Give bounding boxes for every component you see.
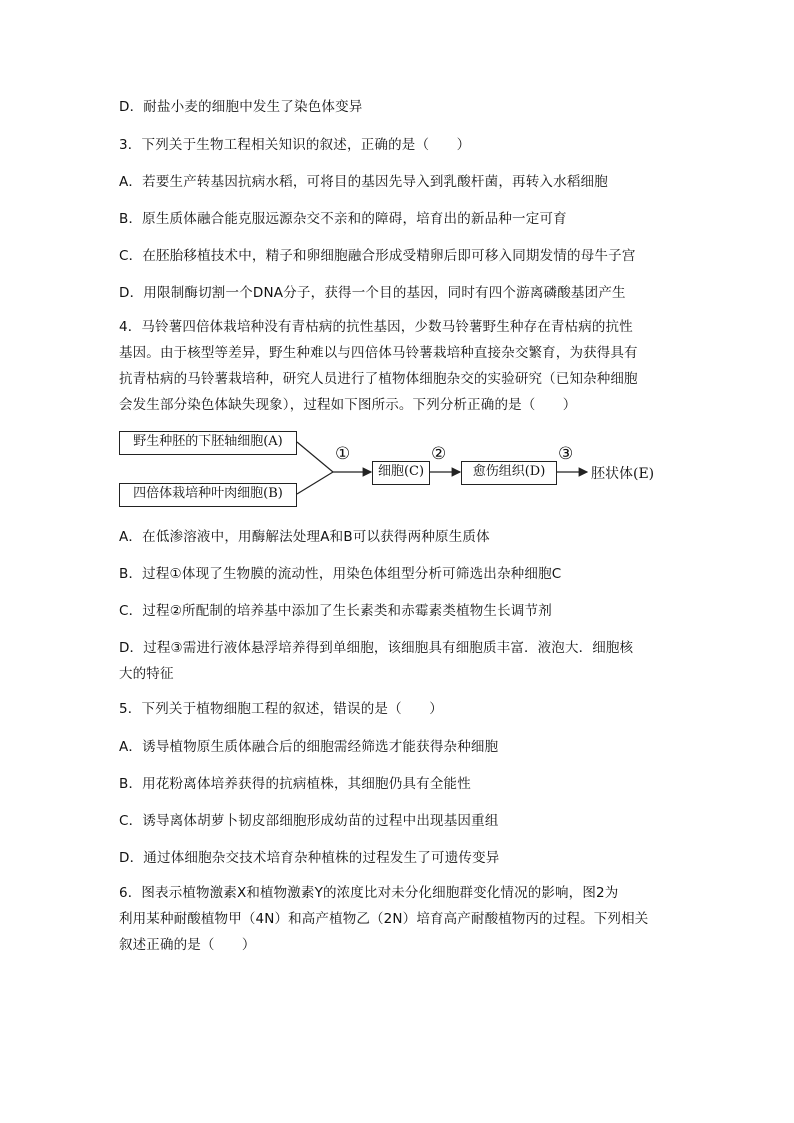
connector-line	[297, 442, 333, 472]
q5-option-c: C．诱导离体胡萝卜韧皮部细胞形成幼苗的过程中出现基因重组	[119, 813, 499, 829]
q3-option-d: D．用限制酶切割一个DNA分子，获得一个目的基因，同时有四个游离磷酸基团产生	[119, 285, 626, 301]
q4-stem-line: 抗青枯病的马铃薯栽培种，研究人员进行了植物体细胞杂交的实验研究（已知杂种细胞	[119, 371, 638, 387]
q5-option-a: A．诱导植物原生质体融合后的细胞需经筛选才能获得杂种细胞	[119, 739, 499, 755]
q4-flow-diagram	[119, 427, 699, 512]
q3-option-a: A．若要生产转基因抗病水稻，可将目的基因先导入到乳酸杆菌，再转入水稻细胞	[119, 174, 608, 190]
q6-stem-line: 叙述正确的是（ ）	[119, 937, 256, 953]
q4-option-d	[119, 635, 679, 687]
step-3-label: ③	[558, 444, 574, 464]
box-b: 四倍体栽培种叶肉细胞(B)	[119, 483, 297, 507]
q6-stem-line: 利用某种耐酸植物甲（4N）和高产植物乙（2N）培育高产耐酸植物丙的过程。下列相关	[119, 911, 649, 927]
q4-stem-line: 4．马铃薯四倍体栽培种没有青枯病的抗性基因，少数马铃薯野生种存在青枯病的抗性	[119, 319, 633, 335]
q3-option-b: B．原生质体融合能克服远源杂交不亲和的障碍，培育出的新品种一定可育	[119, 211, 567, 227]
q3-option-c: C．在胚胎移植技术中，精子和卵细胞融合形成受精卵后即可移入同期发情的母牛子宫	[119, 248, 636, 264]
q3-stem: 3．下列关于生物工程相关知识的叙述，正确的是（ ）	[119, 137, 471, 153]
q4-option-d-line: D．过程③需进行液体悬浮培养得到单细胞，该细胞具有细胞质丰富．液泡大．细胞核	[119, 640, 634, 656]
step-1-label: ①	[335, 444, 351, 464]
q4-option-a: A．在低渗溶液中，用酶解法处理A和B可以获得两种原生质体	[119, 529, 490, 545]
q5-stem: 5．下列关于植物细胞工程的叙述，错误的是（ ）	[119, 701, 443, 717]
q6-stem	[119, 880, 679, 958]
end-e-label: 胚状体(E)	[591, 466, 655, 482]
q4-stem-line: 基因。由于核型等差异，野生种难以与四倍体马铃薯栽培种直接杂交繁育，为获得具有	[119, 345, 638, 361]
step-2-label: ②	[431, 444, 447, 464]
q4-stem-line: 会发生部分染色体缺失现象），过程如下图所示。下列分析正确的是（ ）	[119, 397, 577, 413]
box-d: 愈伤组织(D)	[461, 461, 557, 485]
q5-option-d: D．通过体细胞杂交技术培育杂种植株的过程发生了可遗传变异	[119, 850, 500, 866]
q2-option-d: D．耐盐小麦的细胞中发生了染色体变异	[119, 99, 363, 115]
q4-option-c: C．过程②所配制的培养基中添加了生长素类和赤霉素类植物生长调节剂	[119, 603, 552, 619]
box-a: 野生种胚的下胚轴细胞(A)	[119, 431, 297, 455]
q4-option-d-line: 大的特征	[119, 666, 174, 682]
connector-line	[297, 472, 333, 494]
q5-option-b: B．用花粉离体培养获得的抗病植株，其细胞仍具有全能性	[119, 776, 471, 792]
q6-stem-line: 6．图表示植物激素X和植物激素Y的浓度比对未分化细胞群变化情况的影响，图2为	[119, 885, 619, 901]
q4-option-b: B．过程①体现了生物膜的流动性，用染色体组型分析可筛选出杂种细胞C	[119, 566, 562, 582]
box-c: 细胞(C)	[372, 461, 430, 485]
q4-stem	[119, 314, 679, 418]
